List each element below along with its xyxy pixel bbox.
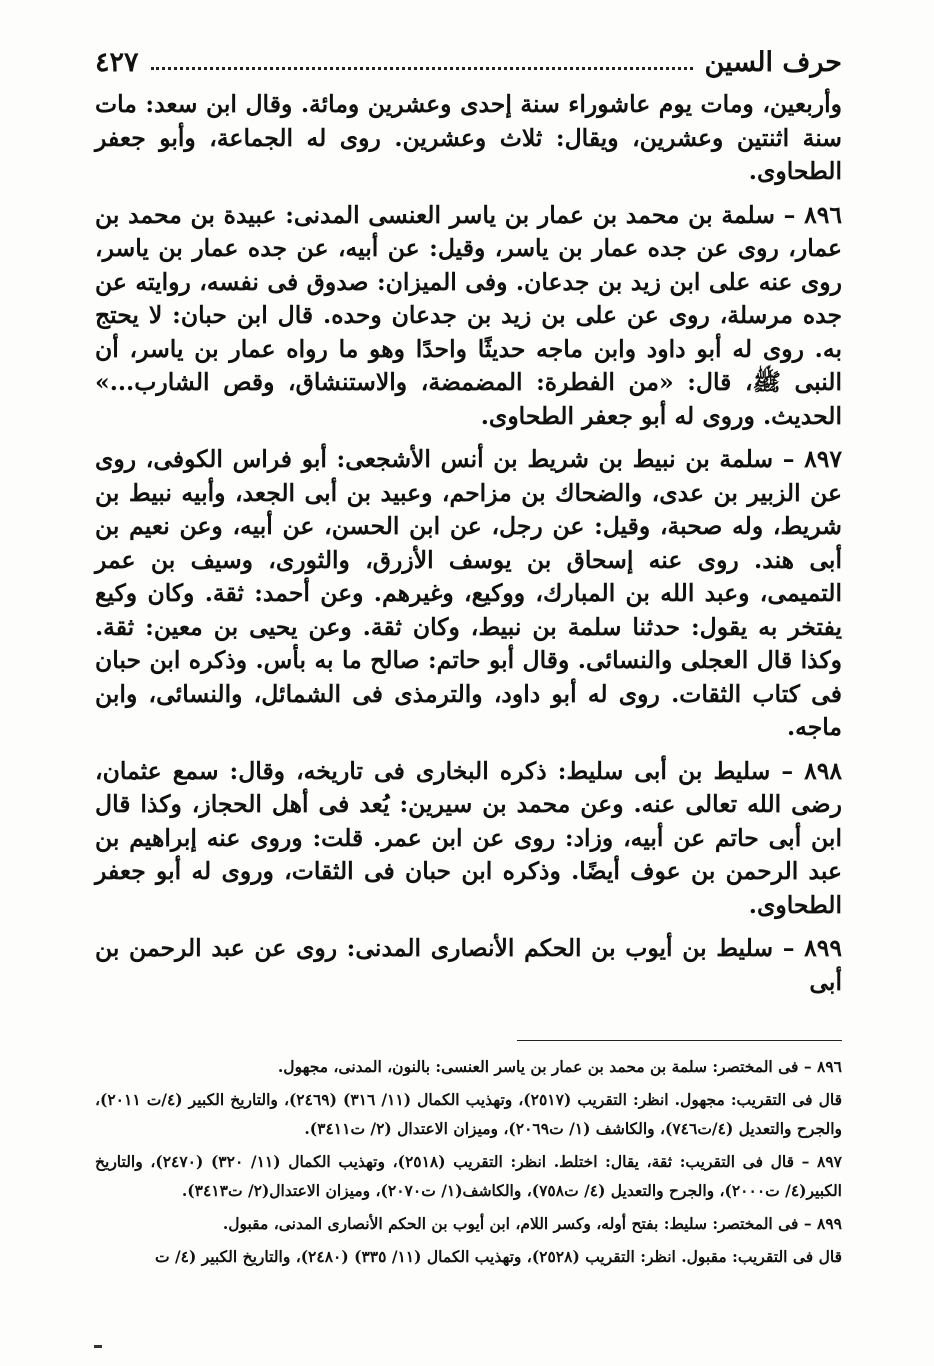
footnote-divider (517, 1040, 842, 1041)
entry-897: ٨٩٧ – سلمة بن نبيط بن شريط بن أنس الأشجعى: أبو فراس الكوفى، روى عن الزبير بن عدى، والضحاك بن مزاحم، وعبيد بن أبى الجعد، وأبيه نبيط بن شريط، وله صحبة، وقيل: عن رجل، عن ابن الحسن، عن أبيه، وعن نعيم بن أبى هند. روى عنه إسحاق بن يوسف الأزرق، والثورى، وسيف بن عمر التميمى، وعبد الله بن المبارك، ووكيع، وغيرهم. وعن أحمد: ثقة. وكان وكيع يفتخر به يقول: حدثنا سلمة بن نبيط، وكان ثقة. وعن يحيى بن معين: ثقة. وكذا قال العجلى والنسائى. وقال أبو حاتم: صالح ما به بأس. وذكره ابن حبان فى كتاب الثقات. روى له أبو داود، والترمذى فى الشمائل، والنسائى، وابن ماجه. (95, 445, 842, 741)
running-header (95, 40, 842, 84)
footnote-899-a: ٨٩٩ – فى المختصر: سليط: بفتح أوله، وكسر اللام، ابن أيوب بن الحكم الأنصارى المدنى، مقبول. (222, 1214, 842, 1233)
footnote-896-b: قال فى التقريب: مجهول. انظر: التقريب (٢٥١٧)، وتهذيب الكمال (١١/ ٣١٦) (٢٤٦٩)، والتاريخ الكبير (٤/ت ٢٠١١)، والجرح والتعديل (٤/ت٧٤٦)، والكاشف (١/ ت٢٠٦٩)، وميزان الاعتدال (٢/ ت٣٤١١). (95, 1090, 842, 1138)
entry-899: ٨٩٩ – سليط بن أيوب بن الحكم الأنصارى المدنى: روى عن عبد الرحمن بن أبى (95, 934, 842, 996)
main-text (95, 88, 842, 1009)
chapter-title: حرف السين (704, 46, 842, 78)
footnote-896-a: ٨٩٦ – فى المختصر: سلمة بن محمد بن عمار بن ياسر العنسى: بالنون، المدنى، مجهول. (277, 1057, 842, 1076)
footnote-897: ٨٩٧ – قال فى التقريب: ثقة، يقال: اختلط. انظر: التقريب (٢٥١٨)، وتهذيب الكمال (١١/ ٣٢٠) (٢٤٧٠)، والتاريخ الكبير(٤/ ت٢٠٠٠)، والجرح والتعديل (٤/ ت٧٥٨)، والكاشف(١/ ت٢٠٧٠)، وميزان الاعتدال(٢/ ت٣٤١٣). (95, 1152, 843, 1200)
footnotes (95, 1052, 842, 1275)
header-leader-dots (151, 67, 693, 70)
footnote-899-b: قال فى التقريب: مقبول. انظر: التقريب (٢٥٢٨)، وتهذيب الكمال (١١/ ٣٣٥) (٢٤٨٠)، والتاريخ الكبير (٤/ ت (154, 1247, 842, 1266)
page-number: ٤٢٧ (95, 46, 139, 78)
entry-898: ٨٩٨ – سليط بن أبى سليط: ذكره البخارى فى تاريخه، وقال: سمع عثمان، رضى الله تعالى عنه. وعن محمد بن سيرين: يُعد فى أهل الحجاز، وكذا قال ابن أبى حاتم عن أبيه، وزاد: روى عن ابن عمر. قلت: وروى عنه إبراهيم بن عبد الرحمن بن عوف أيضًا. وذكره ابن حبان فى الثقات، وروى له أبو جعفر الطحاوى. (95, 756, 842, 919)
paragraph-continuation: وأربعين، ومات يوم عاشوراء سنة إحدى وعشرين ومائة. وقال ابن سعد: مات سنة اثنتين وعشرين، ويقال: ثلاث وعشرين. روى له الجماعة، وأبو جعفر الطحاوى. (95, 90, 842, 185)
scan-mark (94, 1345, 102, 1348)
entry-896: ٨٩٦ – سلمة بن محمد بن عمار بن ياسر العنسى المدنى: عبيدة بن محمد بن عمار، روى عن جده عمار بن ياسر، وقيل: عن أبيه، عن جده عمار بن ياسر، روى عنه على ابن زيد بن جدعان. وفى الميزان: صدوق فى نفسه، روايته عن جده مرسلة، روى عن على بن زيد بن جدعان وحده. قال ابن حبان: لا يحتج به. روى له أبو داود وابن ماجه حديثًا واحدًا وهو ما رواه عمار بن ياسر، أن النبى ﷺ، قال: «من الفطرة: المضمضة، والاستنشاق، وقص الشارب...» الحديث. وروى له أبو جعفر الطحاوى. (95, 200, 842, 430)
